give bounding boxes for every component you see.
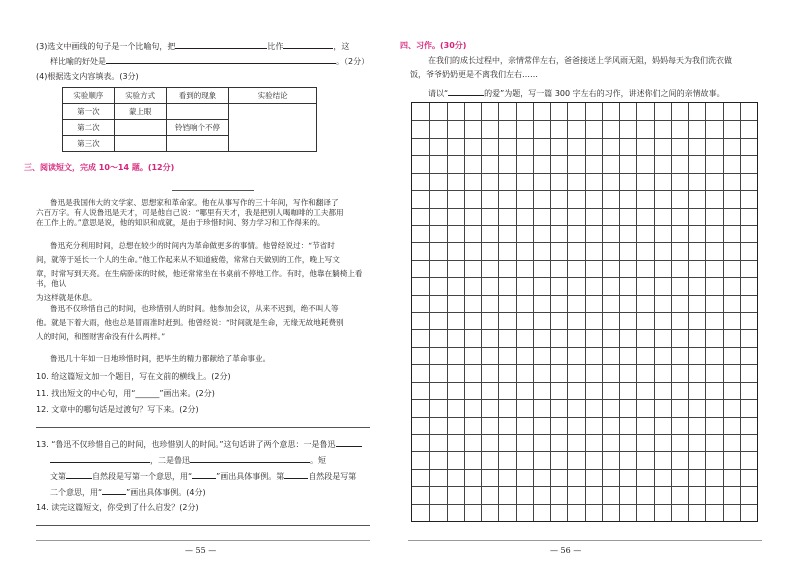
q13-blank-7[interactable] [102,487,126,495]
passage-p1 [36,198,366,228]
grid-col-line [464,103,465,521]
table-header: 实验结论 [229,88,317,104]
table-cell[interactable] [166,136,229,152]
footer-rule [36,540,370,541]
question-11: 11. 找出短文的中心句，用“______”画出来。(2分) [36,389,215,398]
q13-blank-2[interactable] [50,455,150,463]
passage-p2 [36,241,366,303]
question-13-line4 [50,487,206,498]
footer-rule [408,540,762,541]
q13-text-1: 13. “鲁迅不仅珍惜自己的时间，也珍惜别人的时间。”这句话讲了两个意思：一是鲁迅 [36,440,336,449]
grid-col-line [636,103,637,521]
grid-col-line [740,103,741,521]
q3-text-c: ，这 [333,42,350,51]
grid-col-line [688,103,689,521]
q3-blank-1[interactable] [175,41,267,49]
table-cell[interactable] [166,104,229,120]
q13-blank-4[interactable] [66,471,92,479]
grid-col-line [498,103,499,521]
question-13-line3 [50,471,356,482]
passage-line: 人的时间，和图财害命没有什么两样。” [36,332,166,341]
passage-line: 间，就等于延长一个人的生命。”他工作起来从不知道疲倦，常常白天做别的工作，晚上写文 [36,255,340,264]
q13-text-2b: 。短 [310,456,326,465]
q3-blank-3[interactable] [106,56,336,64]
experiment-table [62,87,317,152]
grid-col-line [567,103,568,521]
grid-col-line [516,103,517,521]
q13-text-4b: ”画出具体事例。(4分) [126,488,206,497]
table-cell[interactable] [114,136,166,152]
table-cell[interactable] [114,120,166,136]
grid-col-line [429,103,430,521]
q13-text-3d: 自然段是写第 [308,472,357,481]
passage-p4 [36,354,366,364]
prompt-line: 在我们的成长过程中，亲情常伴左右，爸爸接送上学风雨无阻，妈妈每天为我们洗衣做 [428,56,732,65]
q3-text-b: 比作 [267,42,284,51]
grid-col-line [481,103,482,521]
q4-text: (4)根据选文内容填表。(3分) [36,72,139,81]
passage-line: 鲁迅不仅珍惜自己的时间，也珍惜别人的时间。他参加会议，从来不迟到，绝不叫人等 [50,304,339,313]
grid-col-line [671,103,672,521]
instruction-text-a: 请以“ [428,89,449,98]
q3-line2 [50,56,369,67]
grid-col-line [723,103,724,521]
passage-line: 为这样就是休息。 [36,293,97,302]
writing-grid[interactable] [411,102,758,522]
grid-col-line [654,103,655,521]
passage-line: 他。就是下着大雨，他也总是冒雨准时赶到。他曾经说：“时间就是生命，无缘无故地耗费别 [36,318,344,327]
q14-answer-line[interactable] [36,525,370,526]
table-cell: 第二次 [63,120,115,136]
essay-instruction [428,88,725,99]
question-12: 12. 文章中的哪句话是过渡句？写下来。(2分) [36,405,199,414]
section-3-heading: 三、阅读短文，完成 10～14 题。(12分) [24,163,175,172]
q12-answer-line[interactable] [36,427,370,428]
grid-col-line [550,103,551,521]
q13-blank-6[interactable] [284,471,308,479]
question-13-line2 [50,455,326,466]
question-14: 14. 读完这篇短文，你受到了什么启发？(2分) [36,503,199,512]
grid-col-line [447,103,448,521]
title-blank[interactable] [172,190,254,191]
table-header: 看到的现象 [166,88,229,104]
table-header: 实验顺序 [63,88,115,104]
table-cell-conclusion[interactable] [229,104,317,152]
section-4-heading: 四、习作。(30分) [400,41,467,50]
essay-title-blank[interactable] [448,88,484,96]
q3-line1 [36,41,349,52]
grid-col-line [602,103,603,521]
q13-text-3a: 文第 [50,472,66,481]
question-10: 10. 给这篇短文加一个题目，写在文前的横线上。(2分) [36,372,231,381]
q13-blank-3[interactable] [190,455,310,463]
grid-col-line [705,103,706,521]
q3-text-d: 样比喻的好处是 [50,57,106,66]
table-header-row [63,88,317,104]
page-number: — 55 — [185,546,217,555]
table-cell: 第一次 [63,104,115,120]
table-cell: 第三次 [63,136,115,152]
passage-line: 六百万字。有人说鲁迅是天才，可是他自己说：“哪里有天才，我是把别人喝咖啡的工夫都用 [36,208,344,217]
q13-text-3b: 自然段是写第一个意思，用“ [92,472,193,481]
passage-line: 在工作上的。”意思是说，他的知识和成就，是由于珍惜时间、努力学习和工作得来的。 [36,218,325,227]
q3-blank-2[interactable] [283,41,333,49]
passage-line: 鲁迅几十年如一日地珍惜时间，把毕生的精力都献给了革命事业。 [50,354,271,363]
table-cell: 蒙上眼 [114,104,166,120]
table-row [63,104,317,120]
question-13-line1 [36,439,362,450]
q13-text-2a: ，二是鲁迅 [150,456,190,465]
instruction-text-b: 的爱”为题，写一篇 300 字左右的习作，讲述你们之间的亲情故事。 [484,89,725,98]
table-header: 实验方式 [114,88,166,104]
q3-text-a: (3)选文中画线的句子是一个比喻句，把 [36,42,176,51]
passage-line: 鲁迅充分利用时间，总想在较少的时间内为革命做更多的事情。他曾经说过：“节省时 [50,241,335,250]
grid-col-line [619,103,620,521]
table-cell: 铃铛响个不停 [166,120,229,136]
prompt-line: 饭，爷爷奶奶更是不离我们左右…… [410,70,538,79]
passage-p3 [36,304,366,342]
q13-text-4a: 二个意思，用“ [50,488,103,497]
q13-blank-5[interactable] [192,471,216,479]
page-number: — 56 — [550,546,582,555]
q13-blank-1[interactable] [336,439,362,447]
q3-score: 。（2分） [336,57,370,66]
passage-line: 章，时常写到天亮。在生病卧床的时候，他还常常坐在书桌前不停地工作。有时，他靠在躺椅上看书，他认 [36,269,363,288]
grid-col-line [585,103,586,521]
q13-text-3c: ”画出具体事例。第 [216,472,285,481]
passage-line: 鲁迅是我国伟大的文学家、思想家和革命家。他在从事写作的三十年间，写作和翻译了 [50,198,339,207]
grid-col-line [533,103,534,521]
